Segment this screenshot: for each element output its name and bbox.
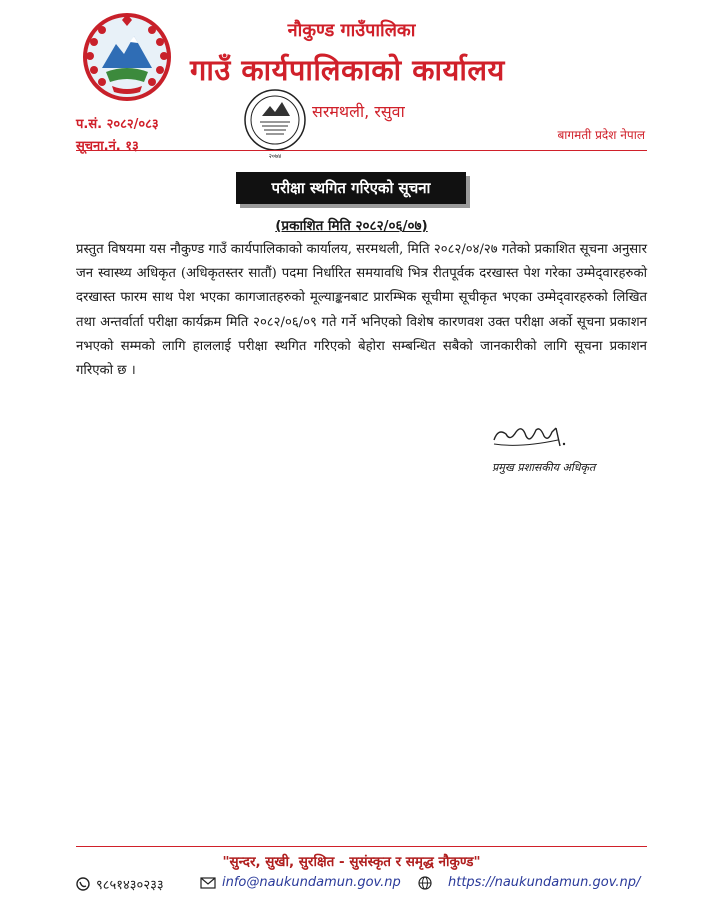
phone-number: ९८५१४३०२३३ — [96, 878, 164, 893]
fiscal-year-ref: प.सं. २०८२/०८३ — [76, 117, 159, 132]
mail-icon — [200, 877, 216, 889]
office-location: सरमथली, रसुवा — [312, 102, 405, 121]
municipality-name: नौकुण्ड गाउँपालिका — [287, 20, 416, 41]
signatory-title: प्रमुख प्रशासकीय अधिकृत — [492, 461, 596, 474]
website-contact — [418, 875, 640, 890]
notice-title: परीक्षा स्थगित गरिएको सूचना — [236, 172, 466, 204]
email-link[interactable]: info@naukundamun.gov.np — [222, 875, 401, 890]
globe-icon — [418, 876, 432, 890]
notice-number: सूचना.नं. १३ — [76, 139, 139, 154]
province-label: बागमती प्रदेश नेपाल — [557, 128, 645, 142]
footer-motto: "सुन्दर, सुखी, सुरक्षित - सुसंस्कृत र समृद्ध नौकुण्ड" — [222, 854, 481, 870]
notice-body: प्रस्तुत विषयमा यस नौकुण्ड गाउँ कार्यपालिकाको कार्यालय, सरमथली, मिति २०८२/०४/२७ गतेको प्रकाशित सूचना अनुसार जन स्वास्थ्य अधिकृत (अधिकृतस्तर सातौं) पदमा निर्धारित समयावधि भित्र रीतपूर्वक दरखास्त पेश गरेका उम्मेद्‌वारहरुको दरखास्त फारम साथ पेश भएका कागजातहरुको मूल्याङ्कनबाट प्रारम्भिक सूचीमा सूचीकृत भएका उम्मेद्‌वारहरुको लिखित तथा अन्तर्वार्ता परीक्षा कार्यक्रम मिति २०८२/०६/०९ गते गर्ने भनिएको विशेष कारणवश उक्त परीक्षा अर्को सूचना प्रकाशन नभएको सम्मको लागि हाललाई परीक्षा स्थगित गरिएको बेहोरा सम्बन्धित सबैको जानकारीको लागि सूचना प्रकाशन गरिएको छ । — [76, 242, 647, 379]
office-title: गाउँ कार्यपालिकाको कार्यालय — [190, 53, 505, 87]
footer-divider — [76, 846, 647, 847]
phone-contact — [76, 875, 164, 893]
signature-icon — [490, 418, 570, 454]
header-divider — [76, 150, 647, 151]
phone-icon — [76, 877, 90, 891]
svg-text:२०७४: २०७४ — [268, 153, 282, 160]
website-link[interactable]: https://naukundamun.gov.np/ — [448, 875, 641, 890]
email-contact — [200, 875, 401, 890]
published-date: (प्रकाशित मिति २०८२/०६/०७) — [275, 218, 428, 234]
